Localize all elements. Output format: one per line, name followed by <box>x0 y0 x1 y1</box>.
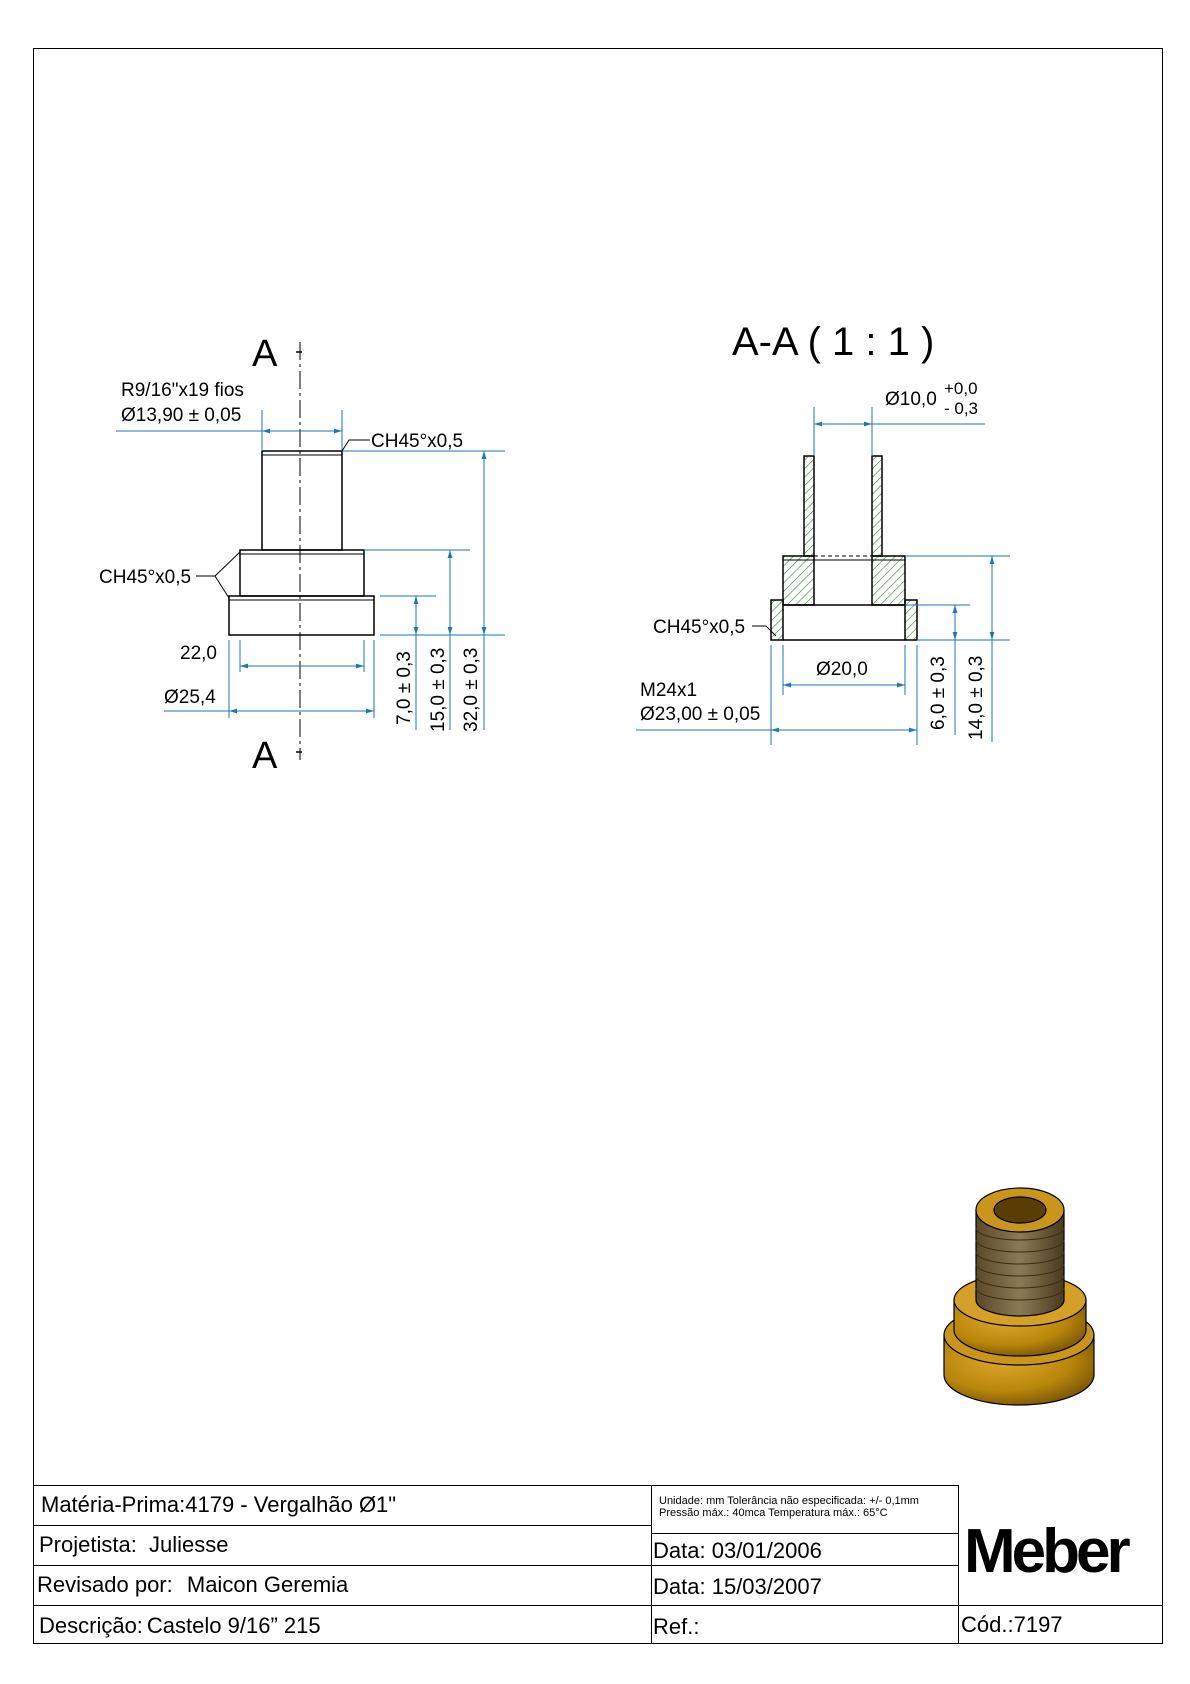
designer-value: Juliesse <box>148 1532 229 1557</box>
bore-tol-upper-label: +0,0 <box>944 379 978 398</box>
bore-tol-lower-label: - 0,3 <box>944 399 979 418</box>
reviewer-value: Maicon Geremia <box>186 1572 349 1597</box>
front-part-outline <box>229 451 374 635</box>
thread-spec-label: R9/16"x19 fios <box>121 380 244 401</box>
section-dim-h1-label: 6,0 ± 0,3 <box>928 656 949 730</box>
chamfer-top-label: CH45°x0,5 <box>371 431 464 452</box>
review-date-label: Data: <box>653 1574 706 1599</box>
description-label: Descrição: <box>39 1613 143 1638</box>
part-3d-render <box>944 1188 1094 1405</box>
front-leaders <box>196 440 370 598</box>
design-date-cell <box>651 1533 958 1565</box>
inner-diameter-label: Ø20,0 <box>816 659 868 680</box>
dim-h2-label: 15,0 ± 0,3 <box>428 647 449 732</box>
notes-line2: Pressão máx.: 40mca Temperatura máx.: 65°C <box>659 1507 888 1520</box>
section-mark-top: A <box>252 333 278 375</box>
design-date-value: 03/01/2006 <box>711 1538 822 1563</box>
dim-outer-base-label: Ø25,4 <box>164 687 216 708</box>
material-value: 4179 - Vergalhão Ø1" <box>185 1492 397 1517</box>
reviewer-label: Revisado por: <box>37 1572 173 1597</box>
description-cell <box>33 1605 651 1644</box>
designer-cell <box>33 1525 651 1565</box>
material-label: Matéria-Prima: <box>41 1492 186 1517</box>
code-cell <box>958 1605 1163 1644</box>
review-date-value: 15/03/2007 <box>711 1574 822 1599</box>
section-title: A-A ( 1 : 1 ) <box>732 320 935 364</box>
section-mark-bottom: A <box>252 735 278 777</box>
dim-inner-base-label: 22,0 <box>180 643 217 664</box>
thread-diameter-label: Ø13,90 ± 0,05 <box>121 405 242 426</box>
section-chamfer-label: CH45°x0,5 <box>653 617 746 638</box>
code-value: 7197 <box>1013 1612 1063 1637</box>
description-value: Castelo 9/16” 215 <box>146 1613 321 1638</box>
outer-diameter-label: Ø23,00 ± 0,05 <box>640 704 761 725</box>
ref-label: Ref.: <box>653 1614 700 1639</box>
chamfer-side-label: CH45°x0,5 <box>99 567 192 588</box>
notes-line1: Unidade: mm Tolerância não especificada: +/- 0,1mm <box>659 1495 919 1507</box>
section-dim-h2-label: 14,0 ± 0,3 <box>966 655 987 740</box>
section-thread-label: M24x1 <box>640 680 698 701</box>
section-part <box>771 456 917 640</box>
dim-h3-label: 32,0 ± 0,3 <box>461 647 482 732</box>
material-cell <box>33 1485 651 1525</box>
code-label: Cód.: <box>961 1612 1014 1637</box>
reviewer-cell <box>33 1565 651 1605</box>
design-date-label: Data: <box>653 1538 706 1563</box>
title-block <box>33 1485 1163 1644</box>
notes-cell <box>651 1485 958 1525</box>
front-view <box>99 333 505 777</box>
ref-cell <box>651 1605 958 1644</box>
designer-label: Projetista: <box>39 1532 137 1557</box>
logo-cell <box>958 1485 1163 1605</box>
bore-diameter-label: Ø10,0 <box>885 389 937 410</box>
dim-h1-label: 7,0 ± 0,3 <box>394 651 415 725</box>
company-logo: Meber <box>964 1517 1127 1586</box>
section-view <box>636 320 1010 745</box>
review-date-cell <box>651 1565 958 1605</box>
